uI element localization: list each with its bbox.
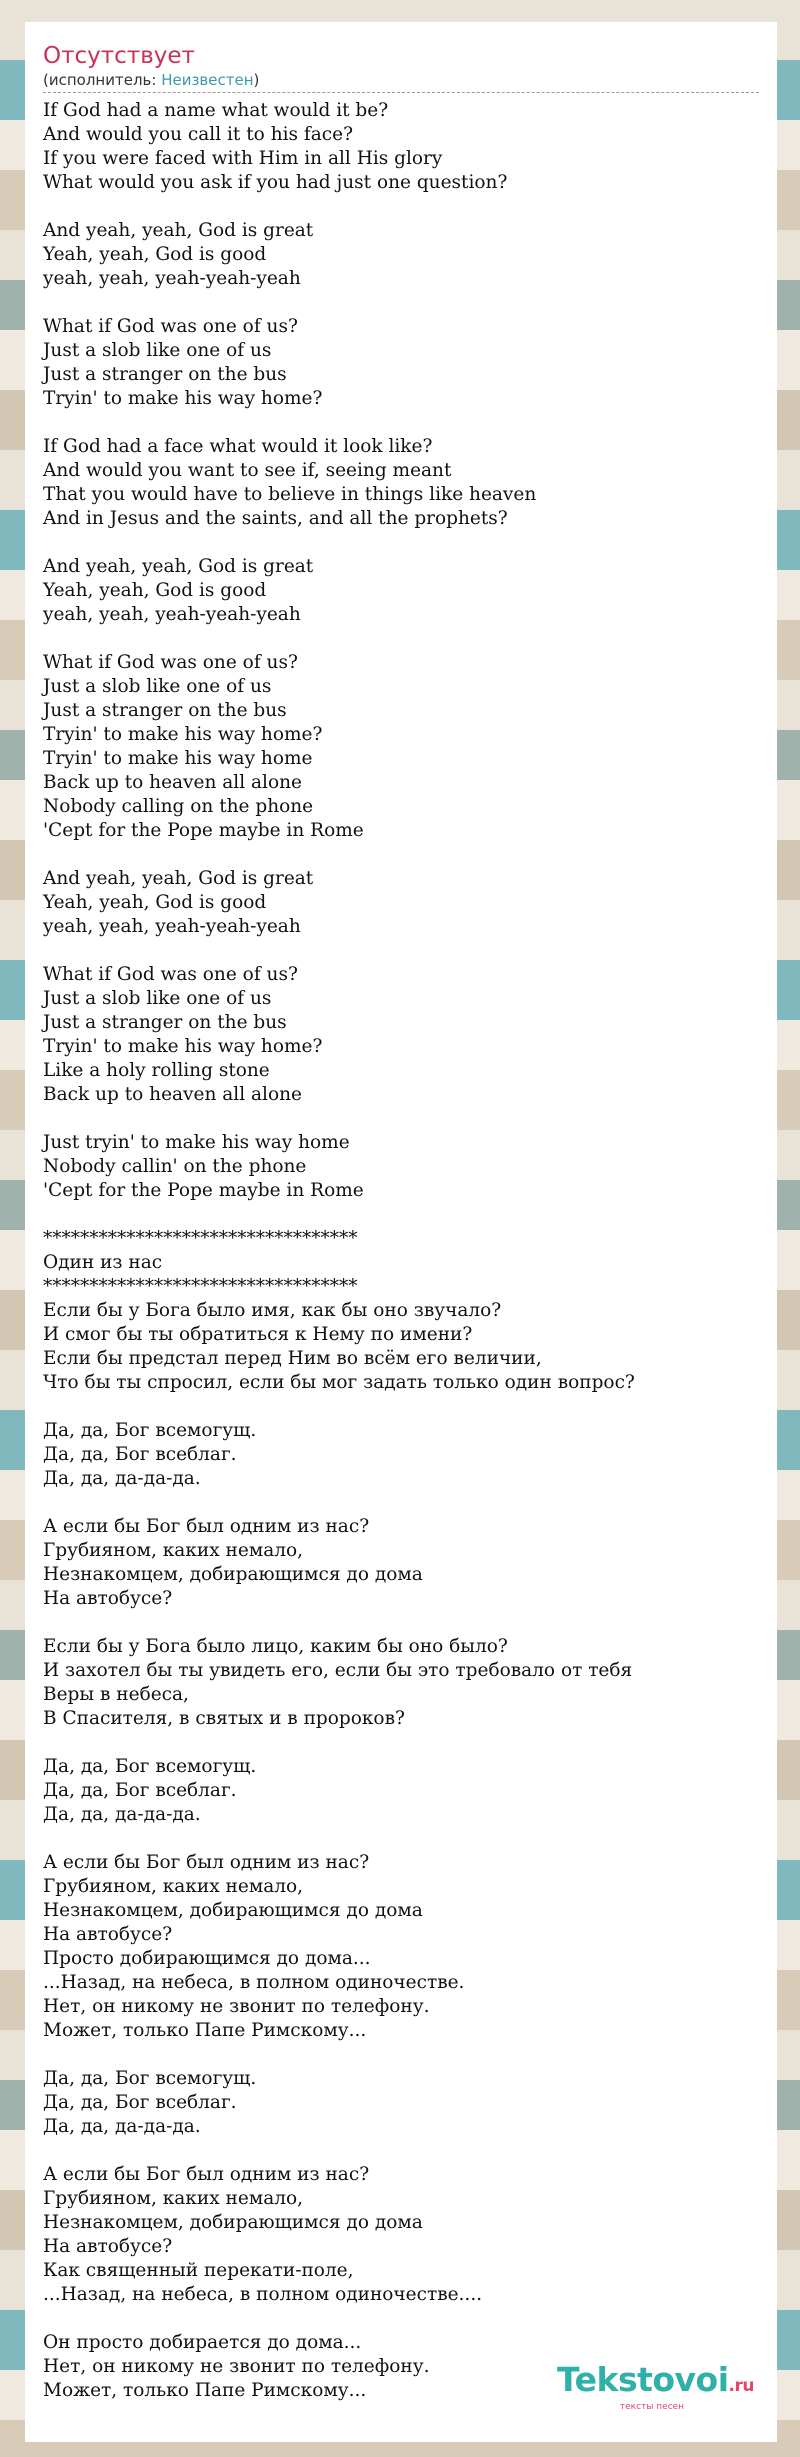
- artist-suffix: ): [253, 71, 260, 89]
- song-title: Отсутствует: [43, 43, 195, 69]
- lyric-line: If God had a name what would it be?: [43, 100, 389, 121]
- lyric-line: Как священный перекати-поле,: [43, 2260, 354, 2281]
- lyric-line: Nobody calling on the phone: [43, 796, 314, 817]
- lyric-line: Да, да, Бог всеблаг.: [43, 1444, 237, 1465]
- lyric-line: Да, да, Бог всеблаг.: [43, 1780, 237, 1801]
- lyric-line: Если бы у Бога было лицо, каким бы оно было?: [43, 1636, 508, 1657]
- lyric-line: What would you ask if you had just one question?: [43, 172, 508, 193]
- lyric-line: Tryin' to make his way home: [43, 748, 313, 769]
- lyric-line: Да, да, да-да-да.: [43, 2116, 201, 2137]
- lyric-line: Like a holy rolling stone: [43, 1060, 270, 1081]
- lyric-line: Да, да, Бог всемогущ.: [43, 1756, 257, 1777]
- logo-tld: .ru: [728, 2376, 754, 2396]
- lyric-line: And in Jesus and the saints, and all the prophets?: [43, 508, 508, 529]
- lyric-line: 'Cept for the Pope maybe in Rome: [43, 1180, 364, 1201]
- lyric-line: Незнакомцем, добирающимся до дома: [43, 1900, 423, 1921]
- lyric-line: Just a stranger on the bus: [43, 364, 287, 385]
- lyric-blank-line: [43, 1731, 759, 1755]
- lyric-line: yeah, yeah, yeah-yeah-yeah: [43, 268, 301, 289]
- lyric-line: Нет, он никому не звонит по телефону.: [43, 2356, 430, 2377]
- lyric-line: Грубияном, каких немало,: [43, 1876, 304, 1897]
- lyric-line: That you would have to believe in things like heaven: [43, 484, 537, 505]
- lyric-blank-line: [43, 531, 759, 555]
- lyric-line: Да, да, Бог всемогущ.: [43, 2068, 257, 2089]
- lyric-blank-line: [43, 2307, 759, 2331]
- lyric-line: Back up to heaven all alone: [43, 772, 302, 793]
- lyric-blank-line: [43, 939, 759, 963]
- lyric-blank-line: [43, 1491, 759, 1515]
- lyric-line: What if God was one of us?: [43, 652, 298, 673]
- lyric-blank-line: [43, 1107, 759, 1131]
- lyric-line: **********************************: [43, 1276, 358, 1297]
- lyric-line: Just tryin' to make his way home: [43, 1132, 350, 1153]
- lyric-line: Back up to heaven all alone: [43, 1084, 302, 1105]
- lyric-line: ...Назад, на небеса, в полном одиночестве.: [43, 1972, 465, 1993]
- lyric-line: Один из нас: [43, 1252, 163, 1273]
- lyric-line: **********************************: [43, 1228, 358, 1249]
- lyric-line: And yeah, yeah, God is great: [43, 868, 314, 889]
- lyric-line: Tryin' to make his way home?: [43, 388, 323, 409]
- lyric-line: And yeah, yeah, God is great: [43, 220, 314, 241]
- lyric-line: Да, да, да-да-да.: [43, 1468, 201, 1489]
- lyric-line: Просто добирающимся до дома...: [43, 1948, 371, 1969]
- lyric-line: Если бы предстал перед Ним во всём его величии,: [43, 1348, 542, 1369]
- lyric-line: А если бы Бог был одним из нас?: [43, 2164, 370, 2185]
- lyric-line: And would you want to see if, seeing meant: [43, 460, 452, 481]
- artist-prefix: (исполнитель:: [43, 71, 162, 89]
- lyric-line: Нет, он никому не звонит по телефону.: [43, 1996, 430, 2017]
- lyric-line: А если бы Бог был одним из нас?: [43, 1516, 370, 1537]
- lyric-line: И захотел бы ты увидеть его, если бы это требовало от тебя: [43, 1660, 633, 1681]
- lyric-line: На автобусе?: [43, 1588, 173, 1609]
- lyric-line: 'Cept for the Pope maybe in Rome: [43, 820, 364, 841]
- lyric-line: Да, да, Бог всемогущ.: [43, 1420, 257, 1441]
- lyric-blank-line: [43, 1203, 759, 1227]
- lyric-line: yeah, yeah, yeah-yeah-yeah: [43, 916, 301, 937]
- lyric-line: В Спасителя, в святых и в пророков?: [43, 1708, 405, 1729]
- lyric-blank-line: [43, 1395, 759, 1419]
- lyric-line: Да, да, да-да-да.: [43, 1804, 201, 1825]
- logo-tagline: тексты песен: [619, 2402, 685, 2412]
- lyric-line: На автобусе?: [43, 2236, 173, 2257]
- artist-line: [43, 70, 759, 93]
- lyric-line: Незнакомцем, добирающимся до дома: [43, 2212, 423, 2233]
- lyric-blank-line: [43, 843, 759, 867]
- lyrics-text: [43, 99, 759, 2403]
- lyric-line: And would you call it to his face?: [43, 124, 354, 145]
- lyric-line: Он просто добирается до дома...: [43, 2332, 362, 2353]
- lyric-blank-line: [43, 627, 759, 651]
- lyric-blank-line: [43, 2043, 759, 2067]
- lyric-line: Веры в небеса,: [43, 1684, 189, 1705]
- lyric-blank-line: [43, 195, 759, 219]
- lyric-line: Nobody callin' on the phone: [43, 1156, 307, 1177]
- lyric-line: На автобусе?: [43, 1924, 173, 1945]
- lyric-line: And yeah, yeah, God is great: [43, 556, 314, 577]
- lyric-line: Tryin' to make his way home?: [43, 1036, 323, 1057]
- lyric-line: Tryin' to make his way home?: [43, 724, 323, 745]
- lyric-line: Yeah, yeah, God is good: [43, 580, 267, 601]
- lyric-line: Грубияном, каких немало,: [43, 2188, 304, 2209]
- lyric-blank-line: [43, 411, 759, 435]
- lyric-line: Грубияном, каких немало,: [43, 1540, 304, 1561]
- lyric-line: What if God was one of us?: [43, 316, 298, 337]
- lyric-line: И смог бы ты обратиться к Нему по имени?: [43, 1324, 473, 1345]
- lyric-blank-line: [43, 1611, 759, 1635]
- lyric-blank-line: [43, 2139, 759, 2163]
- lyric-line: Да, да, Бог всеблаг.: [43, 2092, 237, 2113]
- lyric-line: Yeah, yeah, God is good: [43, 244, 267, 265]
- lyric-line: If you were faced with Him in all His glory: [43, 148, 443, 169]
- lyric-line: Just a slob like one of us: [43, 988, 272, 1009]
- lyric-blank-line: [43, 291, 759, 315]
- lyric-blank-line: [43, 1827, 759, 1851]
- lyric-line: If God had a face what would it look like?: [43, 436, 433, 457]
- lyric-line: yeah, yeah, yeah-yeah-yeah: [43, 604, 301, 625]
- site-logo[interactable]: [557, 2360, 754, 2412]
- lyric-line: Just a slob like one of us: [43, 340, 272, 361]
- lyric-line: ...Назад, на небеса, в полном одиночестве....: [43, 2284, 483, 2305]
- lyric-line: Just a stranger on the bus: [43, 1012, 287, 1033]
- lyric-line: Just a stranger on the bus: [43, 700, 287, 721]
- lyric-line: Если бы у Бога было имя, как бы оно звучало?: [43, 1300, 502, 1321]
- lyrics-card: [25, 22, 777, 2442]
- lyric-line: What if God was one of us?: [43, 964, 298, 985]
- lyric-line: Yeah, yeah, God is good: [43, 892, 267, 913]
- logo-wordmark: Tekstovoi.ru: [557, 2360, 754, 2399]
- lyric-line: Just a slob like one of us: [43, 676, 272, 697]
- lyric-line: А если бы Бог был одним из нас?: [43, 1852, 370, 1873]
- artist-link[interactable]: Неизвестен: [161, 71, 254, 89]
- lyric-line: Может, только Папе Римскому...: [43, 2380, 367, 2401]
- lyric-line: Может, только Папе Римскому...: [43, 2020, 367, 2041]
- lyric-line: Что бы ты спросил, если бы мог задать только один вопрос?: [43, 1372, 635, 1393]
- lyric-line: Незнакомцем, добирающимся до дома: [43, 1564, 423, 1585]
